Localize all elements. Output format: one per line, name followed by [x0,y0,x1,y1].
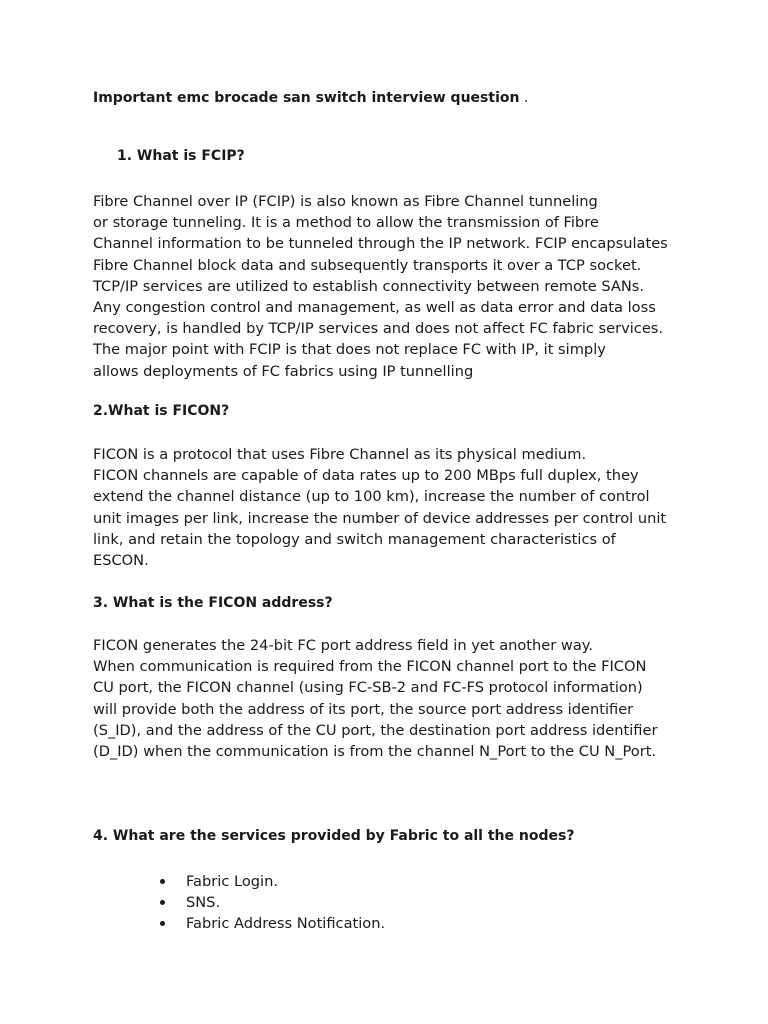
section-heading-fabric-services: 4. What are the services provided by Fabric to all the nodes? [93,828,575,844]
document-title-tail: . [519,90,529,106]
bullet-icon [160,879,165,884]
body-line: The major point with FCIP is that does not replace FC with IP, it simply [93,341,606,359]
list-item-text: SNS. [186,894,221,911]
section-heading-ficon-address: 3. What is the FICON address? [93,595,333,611]
body-line: (D_ID) when the communication is from the channel N_Port to the CU N_Port. [93,742,657,760]
body-line: When communication is required from the FICON channel port to the FICON [93,658,647,676]
body-line: or storage tunneling. It is a method to allow the transmission of Fibre [93,214,599,232]
fabric-services-list [158,871,385,934]
list-item-text: Fabric Address Notification. [186,915,386,932]
body-line: FICON is a protocol that uses Fibre Channel as its physical medium. [93,446,587,463]
body-line: will provide both the address of its port, the source port address identifier [93,700,634,718]
body-line: CU port, the FICON channel (using FC-SB-2 and FC-FS protocol information) [93,679,643,697]
list-item-text: Fabric Login. [186,873,278,890]
section-body-fcip [93,191,668,382]
body-line: Channel information to be tunneled through the IP network. FCIP encapsulates [93,235,668,253]
body-line: extend the channel distance (up to 100 km), increase the number of control [93,488,650,506]
body-line: allows deployments of FC fabrics using IP tunnelling [93,362,474,380]
body-line: link, and retain the topology and switch management characteristics of [93,530,616,548]
body-line: TCP/IP services are utilized to establish connectivity between remote SANs. [93,277,645,295]
body-line: FICON channels are capable of data rates up to 200 MBps full duplex, they [93,467,639,485]
list-item [158,892,385,913]
body-line: Fibre Channel over IP (FCIP) is also known as Fibre Channel tunneling [93,193,598,210]
bullet-icon [160,921,165,926]
bullet-icon [160,900,165,905]
document-title-text: Important emc brocade san switch interview question [93,90,520,106]
body-line: Any congestion control and management, as well as data error and data loss [93,298,656,316]
section-heading-ficon: 2.What is FICON? [93,403,230,419]
list-item [158,913,385,934]
section-body-ficon [93,444,666,571]
section-body-ficon-address [93,635,657,762]
body-line: recovery, is handled by TCP/IP services and does not affect FC fabric services. [93,320,664,338]
body-line: Fibre Channel block data and subsequently transports it over a TCP socket. [93,256,642,274]
body-line: FICON generates the 24-bit FC port address field in yet another way. [93,637,593,654]
document-title [93,90,528,106]
section-heading-fcip: 1. What is FCIP? [117,148,245,164]
list-item [158,871,385,892]
body-line: ESCON. [93,551,149,569]
body-line: (S_ID), and the address of the CU port, the destination port address identifier [93,721,658,739]
body-line: unit images per link, increase the number of device addresses per control unit [93,509,667,527]
